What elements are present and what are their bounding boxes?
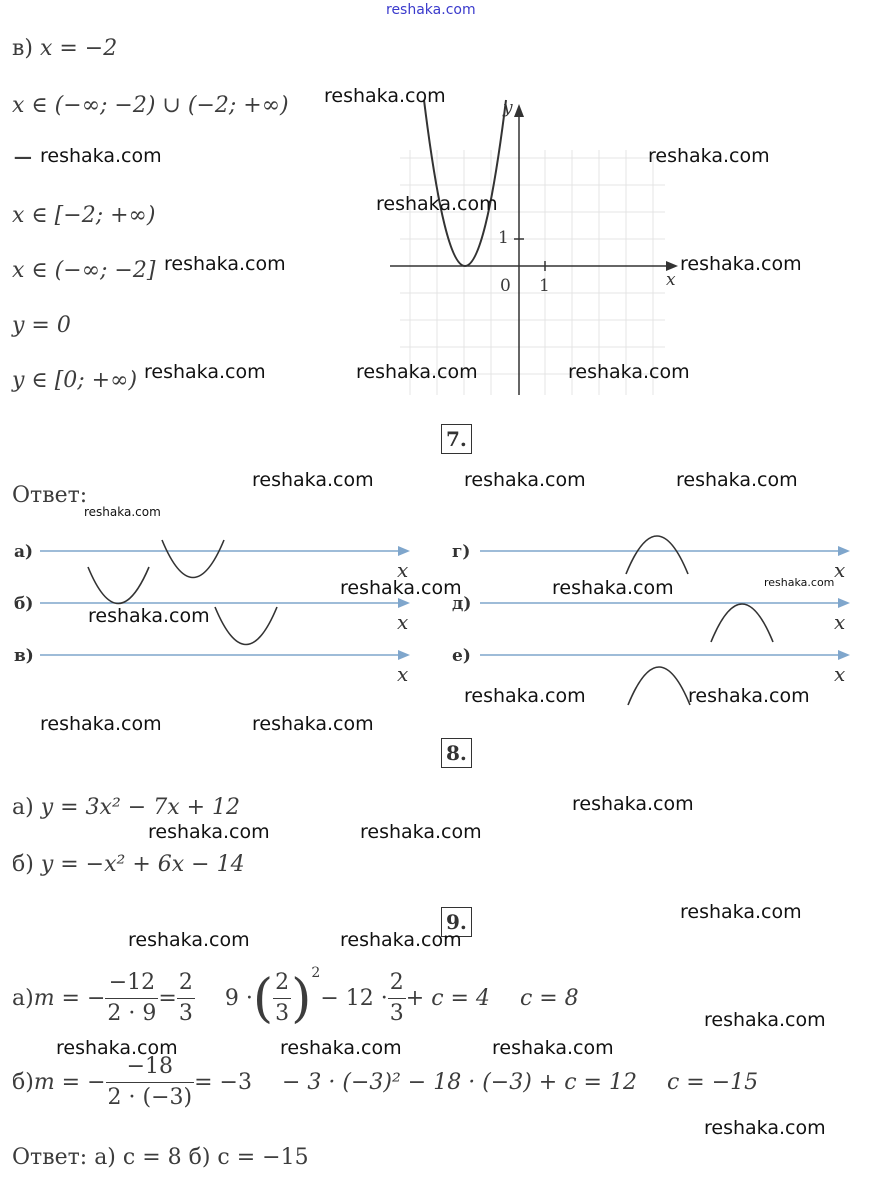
- graph-grid: [400, 150, 665, 395]
- range-increasing: x ∈ [−2; +∞): [12, 203, 156, 228]
- watermark: reshaka.com: [360, 821, 482, 843]
- task9-tail-a: + c = 4: [405, 986, 490, 1011]
- task9-frac-b: [106, 1052, 195, 1113]
- task7-x-label-d: x: [834, 610, 846, 634]
- watermark: reshaka.com: [568, 361, 690, 383]
- watermark: reshaka.com: [84, 505, 161, 519]
- watermark: reshaka.com: [40, 145, 162, 167]
- task9-m-b: m = −: [33, 1070, 106, 1095]
- task7-x-label-g: x: [834, 558, 846, 582]
- curve-a-lower: [88, 567, 149, 604]
- equals-sign: =: [158, 986, 177, 1011]
- frac-num: 2: [273, 968, 291, 999]
- watermark: reshaka.com: [680, 253, 802, 275]
- task9-c-b: c = −15: [666, 1070, 759, 1095]
- task9-frac-inner: [273, 968, 291, 1029]
- watermark: reshaka.com: [340, 929, 462, 951]
- task7-label-b: б): [14, 594, 34, 614]
- task8-prefix-b: б): [12, 852, 41, 877]
- site-header[interactable]: reshaka.com: [386, 2, 476, 18]
- task9-prefix-a: а): [12, 986, 34, 1011]
- task9-frac-mid: [388, 968, 406, 1029]
- watermark: reshaka.com: [252, 713, 374, 735]
- dash-line: −: [12, 143, 34, 173]
- task8-prefix-a: а): [12, 795, 41, 820]
- task7-label-v: в): [14, 646, 34, 666]
- task7-label-a: а): [14, 542, 34, 562]
- task8-eq-b: y = −x² + 6x − 14: [40, 852, 245, 877]
- task9-prefix-b: б): [12, 1070, 34, 1095]
- frac-num: 2: [388, 968, 406, 999]
- frac-den: 2 · (−3): [107, 1085, 193, 1110]
- curve-e: [628, 667, 690, 705]
- task9-c-a: c = 8: [519, 986, 579, 1011]
- frac-num: 2: [177, 968, 195, 999]
- curve-d: [711, 604, 773, 642]
- frac-num: −12: [105, 968, 158, 999]
- task7-answer-label: Ответ:: [12, 483, 88, 508]
- x-eq-text: x = −2: [39, 36, 118, 61]
- task9-line-b: [12, 1052, 758, 1113]
- watermark: reshaka.com: [704, 1117, 826, 1139]
- watermark: reshaka.com: [648, 145, 770, 167]
- task9-expr-b: − 3 · (−3)² − 18 · (−3) + c = 12: [281, 1070, 637, 1095]
- graph-one-y: 1: [498, 228, 509, 248]
- watermark: reshaka.com: [164, 253, 286, 275]
- paren-close: ): [291, 968, 312, 1029]
- watermark: reshaka.com: [56, 1037, 178, 1059]
- curve-b: [215, 607, 277, 645]
- watermark: reshaka.com: [340, 577, 462, 599]
- task-number-8: 8.: [441, 738, 472, 768]
- task8-line-a: [12, 795, 240, 820]
- paren-open: (: [252, 968, 274, 1029]
- task9-mid: − 12 ·: [320, 986, 388, 1011]
- task7-label-d: д): [452, 594, 472, 614]
- task-number-9: 9.: [441, 907, 472, 937]
- task9-line-a: [12, 964, 579, 1029]
- task7-axes: [40, 551, 840, 655]
- task9-res-b: = −3: [194, 1070, 252, 1095]
- graph-origin-label: 0: [500, 276, 511, 296]
- task9-frac-a: [105, 968, 158, 1029]
- watermark: reshaka.com: [464, 685, 586, 707]
- task7-x-label-e: x: [834, 662, 846, 686]
- task7-x-label-a: x: [397, 558, 409, 582]
- task7-x-label-b: x: [397, 610, 409, 634]
- watermark: reshaka.com: [376, 193, 498, 215]
- watermark: reshaka.com: [552, 577, 674, 599]
- task8-line-b: [12, 852, 245, 877]
- task7-label-g: г): [452, 542, 471, 562]
- y-zero: y = 0: [12, 313, 71, 338]
- parabola-curve: [424, 100, 506, 266]
- task9-answer: Ответ: а) c = 8 б) c = −15: [12, 1145, 309, 1170]
- watermark: reshaka.com: [680, 901, 802, 923]
- watermark: reshaka.com: [764, 576, 835, 589]
- curve-a-upper: [162, 540, 224, 578]
- task9-m-a: m = −: [33, 986, 106, 1011]
- task9-frac-a-result: [177, 968, 195, 1029]
- watermark: reshaka.com: [704, 1009, 826, 1031]
- square-exponent: 2: [311, 964, 321, 981]
- frac-num: −18: [106, 1052, 195, 1083]
- frac-den: 3: [389, 1001, 404, 1026]
- watermark: reshaka.com: [280, 1037, 402, 1059]
- task7-x-label-v: x: [397, 662, 409, 686]
- watermark: reshaka.com: [356, 361, 478, 383]
- curve-g: [626, 536, 688, 574]
- task-number-7: 7.: [441, 424, 472, 454]
- watermark: reshaka.com: [492, 1037, 614, 1059]
- watermark: reshaka.com: [572, 793, 694, 815]
- watermark: reshaka.com: [148, 821, 270, 843]
- task8-eq-a: y = 3x² − 7x + 12: [40, 795, 241, 820]
- frac-den: 2 · 9: [107, 1001, 157, 1026]
- graph-y-label: y: [503, 98, 513, 118]
- watermark: reshaka.com: [88, 605, 210, 627]
- item-prefix-v: в): [12, 36, 40, 61]
- watermark: reshaka.com: [688, 685, 810, 707]
- frac-den: 3: [178, 1001, 193, 1026]
- watermark: reshaka.com: [676, 469, 798, 491]
- watermark: reshaka.com: [144, 361, 266, 383]
- domain-line: x ∈ (−∞; −2) ∪ (−2; +∞): [12, 93, 289, 118]
- y-axis-arrow: [514, 104, 524, 117]
- watermark: reshaka.com: [40, 713, 162, 735]
- graph-one-x: 1: [539, 276, 550, 296]
- graph-x-label: x: [666, 270, 676, 290]
- watermark: reshaka.com: [464, 469, 586, 491]
- watermark: reshaka.com: [128, 929, 250, 951]
- range-decreasing: x ∈ (−∞; −2]: [12, 258, 156, 283]
- task7-label-e: е): [452, 646, 471, 666]
- y-range: y ∈ [0; +∞): [12, 368, 138, 393]
- task9-nine: 9 ·: [224, 986, 253, 1011]
- watermark: reshaka.com: [324, 85, 446, 107]
- frac-den: 3: [275, 1001, 290, 1026]
- watermark: reshaka.com: [252, 469, 374, 491]
